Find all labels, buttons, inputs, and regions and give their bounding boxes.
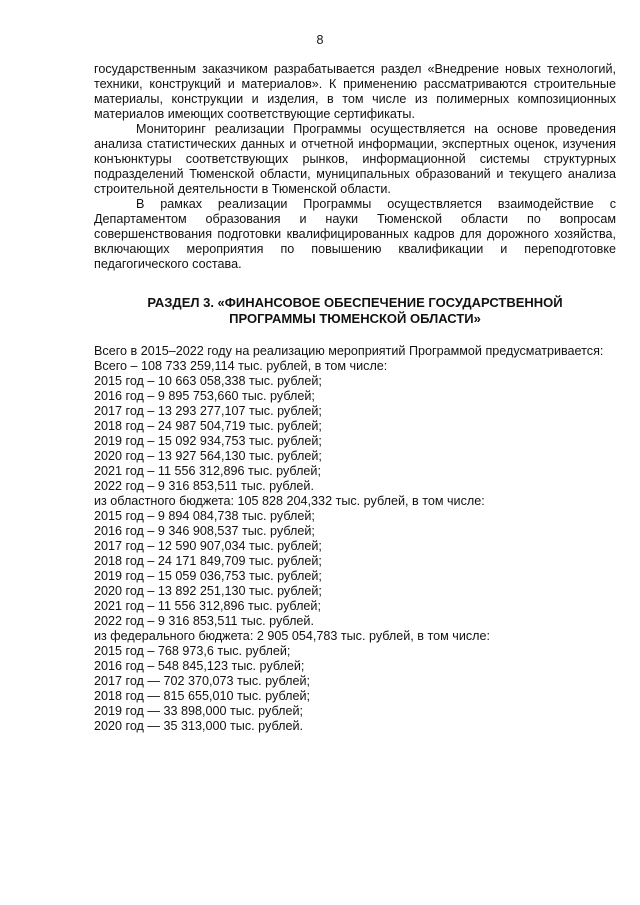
financing-line: 2019 год – 15 092 934,753 тыс. рублей;: [94, 434, 322, 448]
financing-line: 2015 год – 9 894 084,738 тыс. рублей;: [94, 509, 315, 523]
financing-intro: Всего в 2015–2022 году на реализацию мероприятий Программой предусматривается:: [94, 344, 604, 358]
financing-line: 2018 год — 815 655,010 тыс. рублей;: [94, 689, 310, 703]
financing-line: 2016 год – 9 895 753,660 тыс. рублей;: [94, 389, 315, 403]
financing-line: 2020 год – 13 892 251,130 тыс. рублей;: [94, 584, 322, 598]
financing-line: 2018 год – 24 987 504,719 тыс. рублей;: [94, 419, 322, 433]
financing-line: из областного бюджета: 105 828 204,332 тыс. рублей, в том числе:: [94, 494, 485, 508]
page-content: [94, 62, 616, 734]
financing-line: 2021 год – 11 556 312,896 тыс. рублей;: [94, 464, 321, 478]
paragraph-materials: государственным заказчиком разрабатывается раздел «Внедрение новых технологий, техники, конструкций и материалов». К применению рассматриваются строительные материалы, конструкции и изделия, в том числе из полимерных композиционных материалов имеющих соответствующие сертификаты.: [94, 62, 616, 121]
financing-line: из федерального бюджета: 2 905 054,783 тыс. рублей, в том числе:: [94, 629, 491, 643]
financing-line: 2017 год — 702 370,073 тыс. рублей;: [94, 674, 310, 688]
financing-line: 2022 год – 9 316 853,511 тыс. рублей.: [94, 614, 314, 628]
financing-line: 2019 год — 33 898,000 тыс. рублей;: [94, 704, 303, 718]
section-title-line-1: РАЗДЕЛ 3. «ФИНАНСОВОЕ ОБЕСПЕЧЕНИЕ ГОСУДАРСТВЕННОЙ: [147, 295, 563, 310]
financing-line: 2018 год – 24 171 849,709 тыс. рублей;: [94, 554, 322, 568]
section-title: [94, 295, 616, 327]
financing-line: 2016 год – 548 845,123 тыс. рублей;: [94, 659, 305, 673]
financing-line: 2016 год – 9 346 908,537 тыс. рублей;: [94, 524, 315, 538]
financing-line: 2017 год – 13 293 277,107 тыс. рублей;: [94, 404, 322, 418]
financing-list: [94, 359, 616, 734]
financing-line: 2022 год – 9 316 853,511 тыс. рублей.: [94, 479, 314, 493]
financing-line: 2017 год – 12 590 907,034 тыс. рублей;: [94, 539, 322, 553]
financing-line: Всего – 108 733 259,114 тыс. рублей, в том числе:: [94, 359, 388, 373]
financing-line: 2021 год – 11 556 312,896 тыс. рублей;: [94, 599, 321, 613]
financing-line: 2020 год – 13 927 564,130 тыс. рублей;: [94, 449, 322, 463]
body-paragraphs: [94, 62, 616, 272]
paragraph-monitoring: Мониторинг реализации Программы осуществляется на основе проведения анализа статистических данных и отчетной информации, экспертных оценок, изучения конъюнктуры соответствующих рынков, информационной системы структурных подразделений Тюменской области, муниципальных образований и текущего анализа строительной деятельности в Тюменской области.: [94, 122, 616, 196]
section-title-line-2: ПРОГРАММЫ ТЮМЕНСКОЙ ОБЛАСТИ»: [229, 311, 481, 326]
financing-line: 2015 год – 768 973,6 тыс. рублей;: [94, 644, 291, 658]
financing-line: 2020 год — 35 313,000 тыс. рублей.: [94, 719, 303, 733]
financing-line: 2019 год – 15 059 036,753 тыс. рублей;: [94, 569, 322, 583]
page-number: 8: [316, 33, 324, 47]
financing-line: 2015 год – 10 663 058,338 тыс. рублей;: [94, 374, 322, 388]
paragraph-cooperation: В рамках реализации Программы осуществляется взаимодействие с Департаментом образования и науки Тюменской области по вопросам совершенствования подготовки квалифицированных кадров для дорожного хозяйства, включающих мероприятия по повышению квалификации и переподготовке педагогического состава.: [94, 197, 616, 271]
